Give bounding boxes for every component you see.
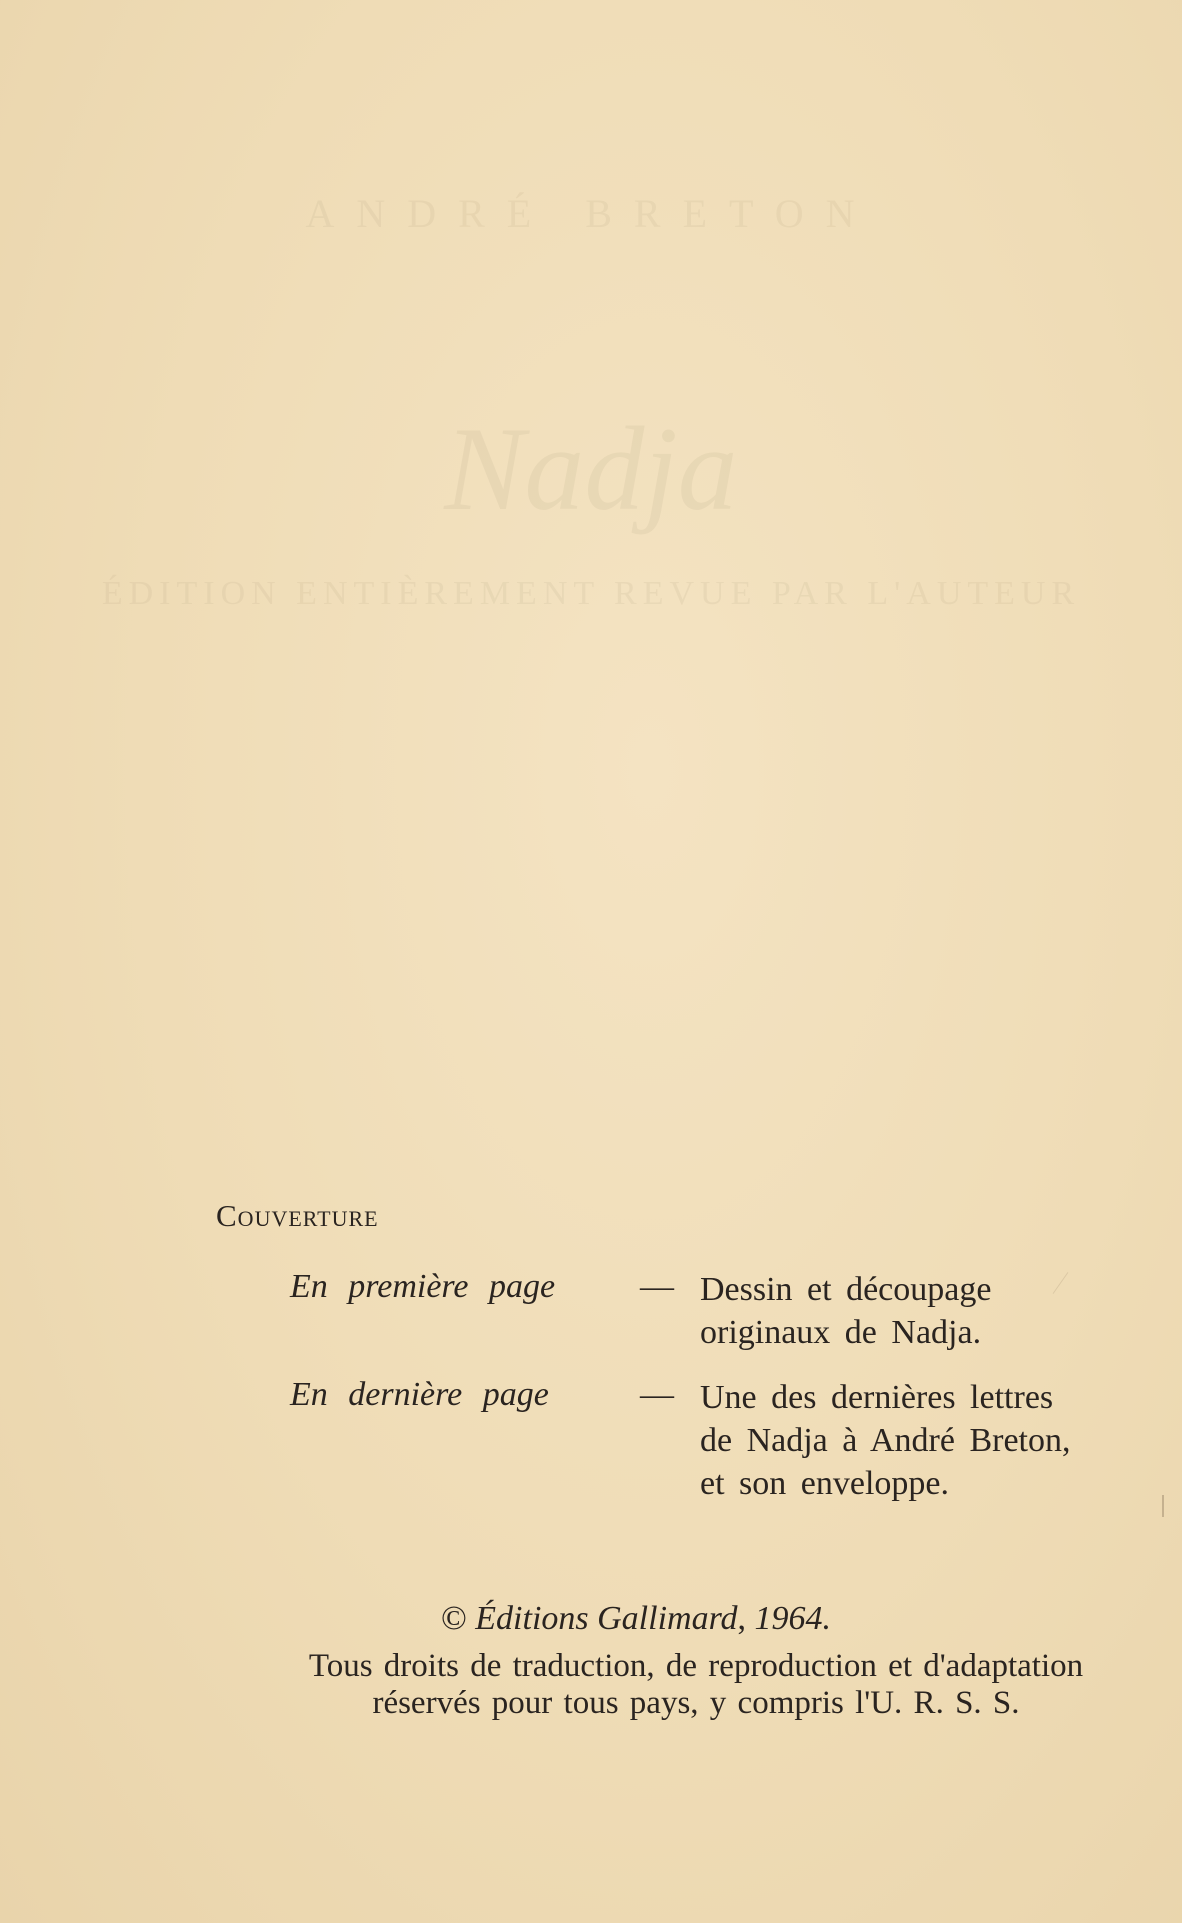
entry-description-line: de Nadja à André Breton,: [700, 1422, 1071, 1459]
entry-dash: —: [640, 1376, 674, 1413]
entry-description: [700, 1376, 1071, 1505]
cover-heading: Couverture: [216, 1198, 379, 1233]
paper-speck: [1053, 1272, 1069, 1294]
show-through-author: ANDRÉ BRETON: [305, 191, 877, 236]
copyright-comma: ,: [737, 1600, 755, 1637]
rights-notice: [216, 1648, 1176, 1722]
paper-speck: [1162, 1495, 1164, 1517]
rights-line: réservés pour tous pays, y compris l'U. R. S. S.: [372, 1685, 1020, 1721]
entry-description-line: et son enveloppe.: [700, 1465, 949, 1502]
entry-label: En dernière page: [290, 1376, 549, 1413]
copyright-symbol: ©: [440, 1600, 467, 1637]
publisher-name: Éditions Gallimard: [475, 1600, 738, 1637]
entry-description-line: Une des dernières lettres: [700, 1379, 1054, 1416]
entry-description-line: originaux de Nadja.: [700, 1314, 982, 1351]
entry-description: [700, 1268, 991, 1354]
show-through-title: Nadja: [444, 402, 738, 535]
rights-line: Tous droits de traduction, de reproduction et d'adaptation: [308, 1648, 1084, 1684]
entry-label: En première page: [290, 1268, 556, 1305]
copyright-line: [0, 1600, 1182, 1638]
copyright-year: 1964.: [754, 1600, 832, 1637]
show-through-subtitle: ÉDITION ENTIÈREMENT REVUE PAR L'AUTEUR: [101, 575, 1081, 612]
entry-description-line: Dessin et découpage: [700, 1271, 992, 1308]
entry-dash: —: [640, 1268, 674, 1305]
